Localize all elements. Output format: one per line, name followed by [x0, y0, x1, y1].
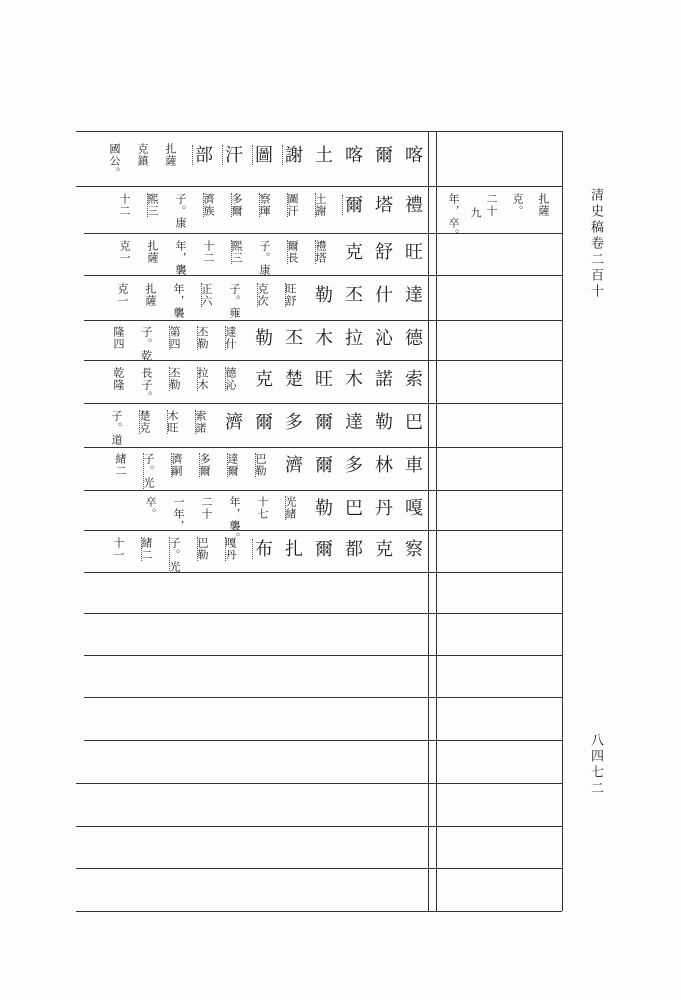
name-mark	[315, 240, 319, 264]
name-mark	[252, 539, 256, 559]
name-glyph: 爾	[312, 412, 333, 432]
annotation-text: 木旺	[166, 410, 179, 434]
annotation-text: 十一	[112, 537, 125, 561]
annotation-text: 扎薩	[144, 283, 157, 307]
note-text: 克。	[511, 193, 524, 217]
annotation-text: 濟嗣	[170, 453, 183, 477]
table-divider	[562, 131, 563, 911]
name-glyph: 達	[402, 285, 423, 305]
note-text: 年，卒。	[447, 193, 460, 241]
annotation-text: 拉木	[196, 367, 209, 391]
annotation-text: 達什	[224, 326, 237, 350]
name-mark	[252, 145, 256, 165]
annotation-text: 達爾	[226, 453, 239, 477]
annotation-text: 察琿	[258, 193, 271, 217]
name-glyph: 車	[402, 455, 423, 475]
note-rule	[436, 868, 562, 869]
annotation-text: 克一	[118, 240, 131, 264]
annotation-text: 熙三	[146, 193, 159, 217]
note-rule	[436, 403, 562, 404]
name-glyph: 克	[372, 539, 393, 559]
name-mark	[197, 537, 201, 561]
annotation-text: 子。康	[174, 193, 187, 229]
name-glyph: 濟	[222, 412, 243, 432]
annotation-text: 子。乾	[140, 326, 153, 362]
annotation-text: 緒二	[114, 453, 127, 477]
note-rule	[436, 131, 562, 132]
name-glyph: 濟	[282, 455, 303, 475]
name-mark	[285, 496, 289, 520]
name-glyph: 丕	[282, 328, 303, 348]
name-mark	[285, 283, 289, 307]
name-mark	[255, 453, 259, 477]
name-glyph: 諾	[372, 369, 393, 389]
annotation-text: 丕勒	[196, 326, 209, 350]
annotation-text: 年，襲	[174, 240, 187, 276]
name-glyph: 布	[252, 539, 273, 559]
table-rule	[76, 131, 436, 132]
name-glyph: 林	[372, 455, 393, 475]
name-glyph: 沁	[372, 328, 393, 348]
annotation-text: 克鎮	[136, 143, 149, 167]
name-mark	[259, 193, 263, 217]
note-rule	[436, 447, 562, 448]
name-mark	[141, 537, 145, 561]
name-mark	[203, 193, 207, 217]
name-mark	[225, 537, 229, 561]
name-glyph: 塔	[372, 195, 393, 215]
name-glyph: 勒	[312, 498, 333, 518]
name-mark	[257, 283, 261, 307]
name-glyph: 爾	[252, 412, 273, 432]
annotation-text: 禮塔	[314, 240, 327, 264]
note-rule	[436, 530, 562, 531]
annotation-text: 子。雍	[228, 283, 241, 319]
name-glyph: 丕	[342, 285, 363, 305]
name-glyph: 木	[312, 328, 333, 348]
name-glyph: 楚	[282, 369, 303, 389]
annotation-text: 子。道	[110, 410, 123, 446]
annotation-text: 十二	[118, 193, 131, 217]
annotation-text: 嘎丹	[224, 537, 237, 561]
annotation-text: 十二	[202, 240, 215, 264]
note-rule	[436, 275, 562, 276]
annotation-text: 子。光	[168, 537, 181, 573]
table-divider	[436, 131, 437, 911]
name-glyph: 勒	[312, 285, 333, 305]
annotation-text: 扎薩	[146, 240, 159, 264]
name-glyph: 德	[402, 328, 423, 348]
annotation-text: 索諾	[194, 410, 207, 434]
annotation-text: 扎薩	[164, 143, 177, 167]
annotation-text: 丕勒	[168, 367, 181, 391]
table-rule	[84, 655, 436, 656]
name-mark	[192, 145, 196, 165]
table-rule	[84, 613, 436, 614]
name-glyph: 喀	[342, 145, 363, 165]
name-glyph: 索	[402, 369, 423, 389]
annotation-text: 長子。	[140, 367, 153, 403]
name-glyph: 都	[342, 539, 363, 559]
name-mark	[231, 193, 235, 217]
annotation-text: 第四	[168, 326, 181, 350]
note-rule	[436, 186, 562, 187]
table-rule	[84, 360, 436, 361]
name-glyph: 汗	[222, 145, 243, 165]
name-mark	[169, 537, 173, 573]
name-glyph: 禮	[402, 195, 423, 215]
name-mark	[287, 240, 291, 264]
name-mark	[231, 240, 235, 264]
name-glyph: 什	[372, 285, 393, 305]
note-rule	[436, 360, 562, 361]
name-glyph: 巴	[342, 498, 363, 518]
name-glyph: 拉	[342, 328, 363, 348]
annotation-text: 多爾	[198, 453, 211, 477]
name-mark	[171, 453, 175, 477]
annotation-text: 十七	[256, 496, 269, 520]
annotation-text: 卒。	[144, 496, 157, 520]
table-divider	[428, 131, 429, 911]
note-rule	[436, 572, 562, 573]
name-mark	[201, 283, 205, 307]
note-rule	[436, 655, 562, 656]
table-rule	[76, 868, 436, 869]
annotation-text: 巴勒	[196, 537, 209, 561]
name-glyph: 爾	[312, 455, 333, 475]
table-rule	[84, 530, 436, 531]
name-glyph: 木	[342, 369, 363, 389]
name-glyph: 多	[282, 412, 303, 432]
table-rule	[76, 186, 436, 187]
name-glyph: 扎	[282, 539, 303, 559]
name-mark	[167, 410, 171, 434]
running-title: 清史稿卷二百十	[588, 188, 603, 300]
annotation-text: 子。康	[258, 240, 271, 276]
annotation-text: 巴勒	[254, 453, 267, 477]
name-glyph: 勒	[252, 328, 273, 348]
name-glyph: 勒	[372, 412, 393, 432]
note-rule	[436, 697, 562, 698]
note-rule	[436, 490, 562, 491]
note-text: 扎薩	[537, 193, 550, 217]
name-mark	[342, 195, 346, 215]
name-glyph: 多	[342, 455, 363, 475]
note-rule	[436, 783, 562, 784]
name-glyph: 部	[192, 145, 213, 165]
annotation-text: 正六	[200, 283, 213, 307]
note-rule	[436, 613, 562, 614]
annotation-text: 一年，	[172, 496, 185, 532]
name-glyph: 克	[342, 242, 363, 262]
table-rule	[84, 490, 436, 491]
annotation-text: 克次	[256, 283, 269, 307]
name-mark	[169, 326, 173, 350]
name-glyph: 嘎	[402, 498, 423, 518]
annotation-text: 二十	[200, 496, 213, 520]
name-glyph: 謝	[282, 145, 303, 165]
note-text: 九	[469, 207, 482, 219]
name-mark	[197, 367, 201, 391]
name-mark	[139, 410, 143, 434]
name-mark	[222, 145, 226, 165]
name-glyph: 旺	[402, 242, 423, 262]
name-mark	[227, 453, 231, 477]
name-mark	[315, 193, 319, 217]
name-glyph: 喀	[402, 145, 423, 165]
annotation-text: 楚克	[138, 410, 151, 434]
name-mark	[199, 453, 203, 477]
annotation-text: 旺舒	[284, 283, 297, 307]
table-rule	[84, 320, 436, 321]
name-mark	[147, 193, 151, 217]
name-glyph: 達	[342, 412, 363, 432]
name-glyph: 爾	[312, 539, 333, 559]
name-glyph: 舒	[372, 242, 393, 262]
annotation-text: 圖汗	[286, 193, 299, 217]
name-mark	[225, 367, 229, 391]
table-rule	[84, 233, 436, 234]
note-rule	[436, 320, 562, 321]
name-glyph: 丹	[372, 498, 393, 518]
note-text: 二十	[485, 193, 498, 217]
table-rule	[84, 572, 436, 573]
annotation-text: 年，襲。	[228, 496, 241, 544]
table-rule	[84, 697, 436, 698]
name-glyph: 爾	[372, 145, 393, 165]
annotation-text: 隆四	[112, 326, 125, 350]
annotation-text: 濟族	[202, 193, 215, 217]
name-glyph: 爾	[342, 195, 363, 215]
name-mark	[195, 410, 199, 434]
annotation-text: 熙三	[230, 240, 243, 264]
name-mark	[143, 453, 147, 489]
annotation-text: 乾隆	[112, 367, 125, 391]
table-rule	[76, 783, 436, 784]
table-rule	[76, 826, 436, 827]
annotation-text: 子。光	[142, 453, 155, 489]
table-rule	[76, 911, 436, 912]
name-mark	[225, 326, 229, 350]
annotation-text: 國公。	[108, 143, 121, 179]
table-rule	[84, 403, 436, 404]
annotation-text: 土謝	[314, 193, 327, 217]
name-glyph: 克	[252, 369, 273, 389]
note-rule	[436, 740, 562, 741]
name-glyph: 圖	[252, 145, 273, 165]
name-glyph: 巴	[402, 412, 423, 432]
name-mark	[169, 367, 173, 391]
table-rule	[84, 447, 436, 448]
page-number: 八四七二	[588, 733, 603, 797]
table-rule	[84, 740, 436, 741]
name-mark	[287, 193, 291, 217]
annotation-text: 德沁	[224, 367, 237, 391]
annotation-text: 克一	[116, 283, 129, 307]
note-rule	[436, 911, 562, 912]
annotation-text: 年，襲	[172, 283, 185, 319]
name-glyph: 旺	[312, 369, 333, 389]
annotation-text: 爾長	[286, 240, 299, 264]
name-glyph: 察	[402, 539, 423, 559]
annotation-text: 多爾	[230, 193, 243, 217]
annotation-text: 光緒	[284, 496, 297, 520]
annotation-text: 緒二	[140, 537, 153, 561]
name-mark	[197, 326, 201, 350]
note-rule	[436, 826, 562, 827]
name-mark	[282, 145, 286, 165]
name-glyph: 土	[312, 145, 333, 165]
